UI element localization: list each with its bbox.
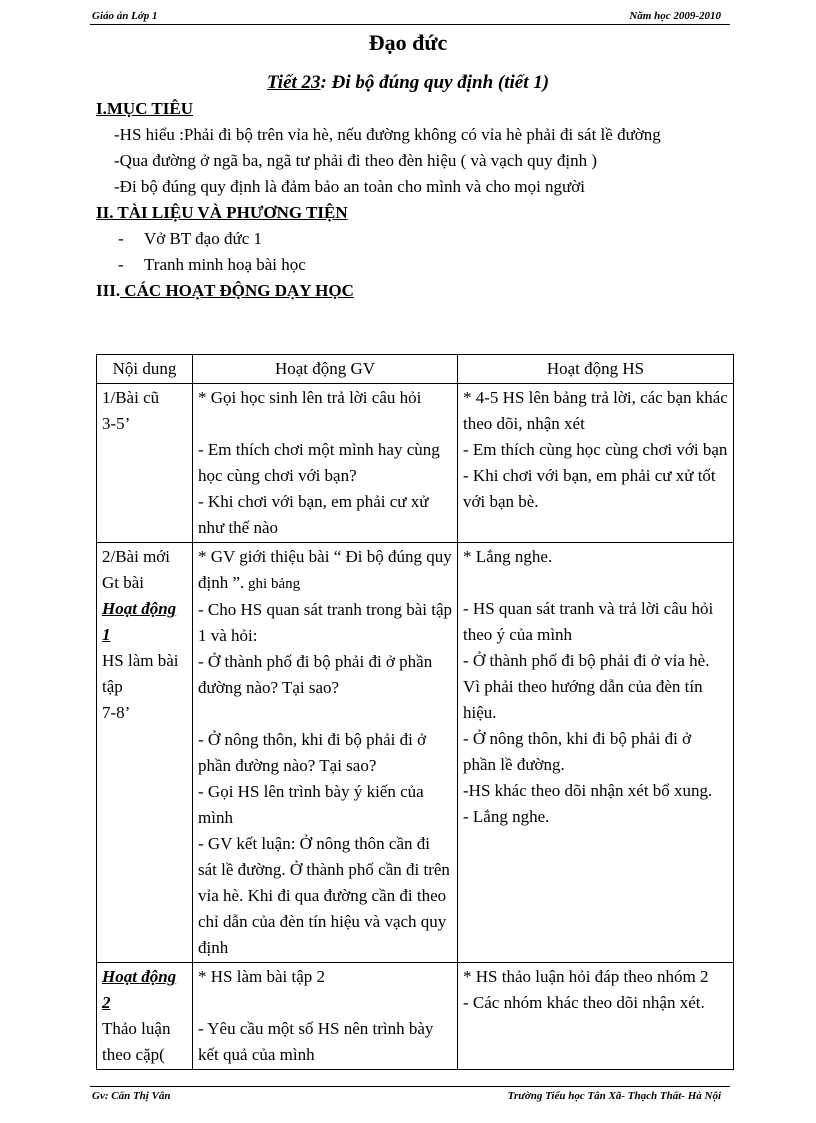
cell-line: * Gọi học sinh lên trả lời câu hỏi — [198, 388, 422, 407]
section-activities-title — [96, 278, 736, 304]
cell-spacer — [198, 411, 452, 437]
cell-line: * HS thảo luận hỏi đáp theo nhóm 2 — [463, 967, 709, 986]
cell-line: - Ở thành phố đi bộ phải đi ở phần đường nào? Tại sao? — [198, 652, 433, 697]
section-activities-prefix: III. — [96, 281, 121, 300]
cell-line: - Yêu cầu một số HS nên trình bày kết quả của mình — [198, 1019, 434, 1064]
header-right: Năm học 2009-2010 — [629, 10, 721, 22]
objective-item: -Qua đường ở ngã ba, ngã tư phải đi theo đèn hiệu ( và vạch quy định ) — [114, 151, 598, 170]
cell-spacer — [463, 570, 728, 596]
section-objectives-title: I.MỤC TIÊU — [96, 99, 193, 118]
cell-line: * HS làm bài tập 2 — [198, 967, 326, 986]
footer-left: Gv: Cấn Thị Vân — [92, 1090, 171, 1102]
cell-line: - Ở nông thôn, khi đi bộ phải đi ở phần lề đường. — [463, 729, 692, 774]
table-row — [97, 384, 734, 543]
cell-line: - Các nhóm khác theo dõi nhận xét. — [463, 993, 705, 1012]
cell-line: 2/Bài mới — [102, 547, 171, 566]
row3-student — [458, 963, 734, 1070]
row1-teacher — [193, 384, 458, 543]
footer-divider — [90, 1086, 730, 1087]
row3-teacher — [193, 963, 458, 1070]
section-activities-text: CÁC HOẠT ĐỘNG DẠY HỌC — [120, 281, 354, 300]
cell-line: - Em thích chơi một mình hay cùng học cùng chơi với bạn? — [198, 440, 440, 485]
cell-line: HS làm bài tập — [102, 651, 179, 696]
cell-spacer — [198, 701, 452, 727]
table-header-row — [97, 355, 734, 384]
cell-line: 7-8’ — [102, 703, 131, 722]
row2-teacher — [193, 543, 458, 963]
footer-right: Trường Tiểu học Tân Xã- Thạch Thất- Hà Nội — [507, 1090, 721, 1102]
header-divider — [90, 24, 730, 25]
objectives-section — [96, 96, 736, 304]
cell-line: -HS khác theo dõi nhận xét bổ xung. — [463, 781, 713, 800]
lesson-name: : Đi bộ đúng quy định (tiết 1) — [320, 72, 550, 93]
cell-text: * GV giới thiệu bài “ Đi bộ đúng quy định ”. — [198, 547, 452, 592]
cell-line: * 4-5 HS lên bảng trả lời, các bạn khác theo dõi, nhận xét — [463, 388, 728, 433]
cell-note: ghi bảng — [244, 576, 301, 592]
objective-item: -Đi bộ đúng quy định là đảm bảo an toàn cho mình và cho mọi người — [114, 177, 585, 196]
cell-line: - Cho HS quan sát tranh trong bài tập 1 và hỏi: — [198, 600, 453, 645]
header-teacher: Hoạt động GV — [193, 355, 458, 384]
section-materials-title: II. TÀI LIỆU VÀ PHƯƠNG TIỆN — [96, 203, 348, 222]
cell-spacer — [198, 990, 452, 1016]
material-text: Tranh minh hoạ bài học — [144, 255, 306, 274]
cell-line: Gt bài — [102, 573, 145, 592]
material-item: - Tranh minh hoạ bài học — [118, 255, 306, 274]
material-item: - Vở BT đạo đức 1 — [118, 229, 262, 248]
lesson-title — [0, 72, 816, 94]
subject-title: Đạo đức — [368, 30, 448, 55]
row2-student — [458, 543, 734, 963]
cell-line: - Em thích cùng học cùng chơi với bạn — [463, 440, 728, 459]
activity-label: Hoạt động 1 — [102, 599, 177, 644]
cell-line: - Lắng nghe. — [463, 807, 550, 826]
cell-line: 1/Bài cũ — [102, 388, 160, 407]
row1-content — [97, 384, 193, 543]
lesson-number: Tiết 23 — [266, 72, 321, 93]
cell-line — [198, 544, 452, 597]
cell-line: 3-5’ — [102, 414, 131, 433]
header-content: Nội dung — [97, 355, 193, 384]
activity-label: Hoạt động 2 — [102, 967, 177, 1012]
row1-student — [458, 384, 734, 543]
cell-line: - Gọi HS lên trình bày ý kiến của mình — [198, 782, 424, 827]
cell-line: - GV kết luận: Ở nông thôn cần đi sát lề đường. Ở thành phố cần đi trên vỉa hè. Khi đi qua đường cần đi theo chỉ dẫn của đèn tín hiệu và vạch quy định — [198, 834, 450, 957]
cell-line: - Ở thành phố đi bộ phải đi ở vỉa hè. Vì phải theo hướng dẫn của đèn tín hiệu. — [463, 651, 710, 722]
cell-line: Thảo luận theo cặp( — [102, 1019, 171, 1064]
header-left: Giáo án Lớp 1 — [92, 10, 158, 22]
table-row — [97, 543, 734, 963]
row2-content — [97, 543, 193, 963]
activities-table — [96, 354, 734, 1070]
cell-line: * Lắng nghe. — [463, 547, 553, 566]
row3-content — [97, 963, 193, 1070]
cell-line: - Khi chơi với bạn, em phải cư xử tốt với bạn bè. — [463, 466, 716, 511]
table-row — [97, 963, 734, 1070]
material-text: Vở BT đạo đức 1 — [144, 229, 262, 248]
cell-line: - Khi chơi với bạn, em phải cư xử như thế nào — [198, 492, 429, 537]
header-student: Hoạt động HS — [458, 355, 734, 384]
cell-line: - Ở nông thôn, khi đi bộ phải đi ở phần đường nào? Tại sao? — [198, 730, 427, 775]
cell-line: - HS quan sát tranh và trả lời câu hỏi theo ý của mình — [463, 599, 714, 644]
objective-item: -HS hiểu :Phải đi bộ trên vỉa hè, nếu đường không có vỉa hè phải đi sát lề đường — [114, 125, 661, 144]
